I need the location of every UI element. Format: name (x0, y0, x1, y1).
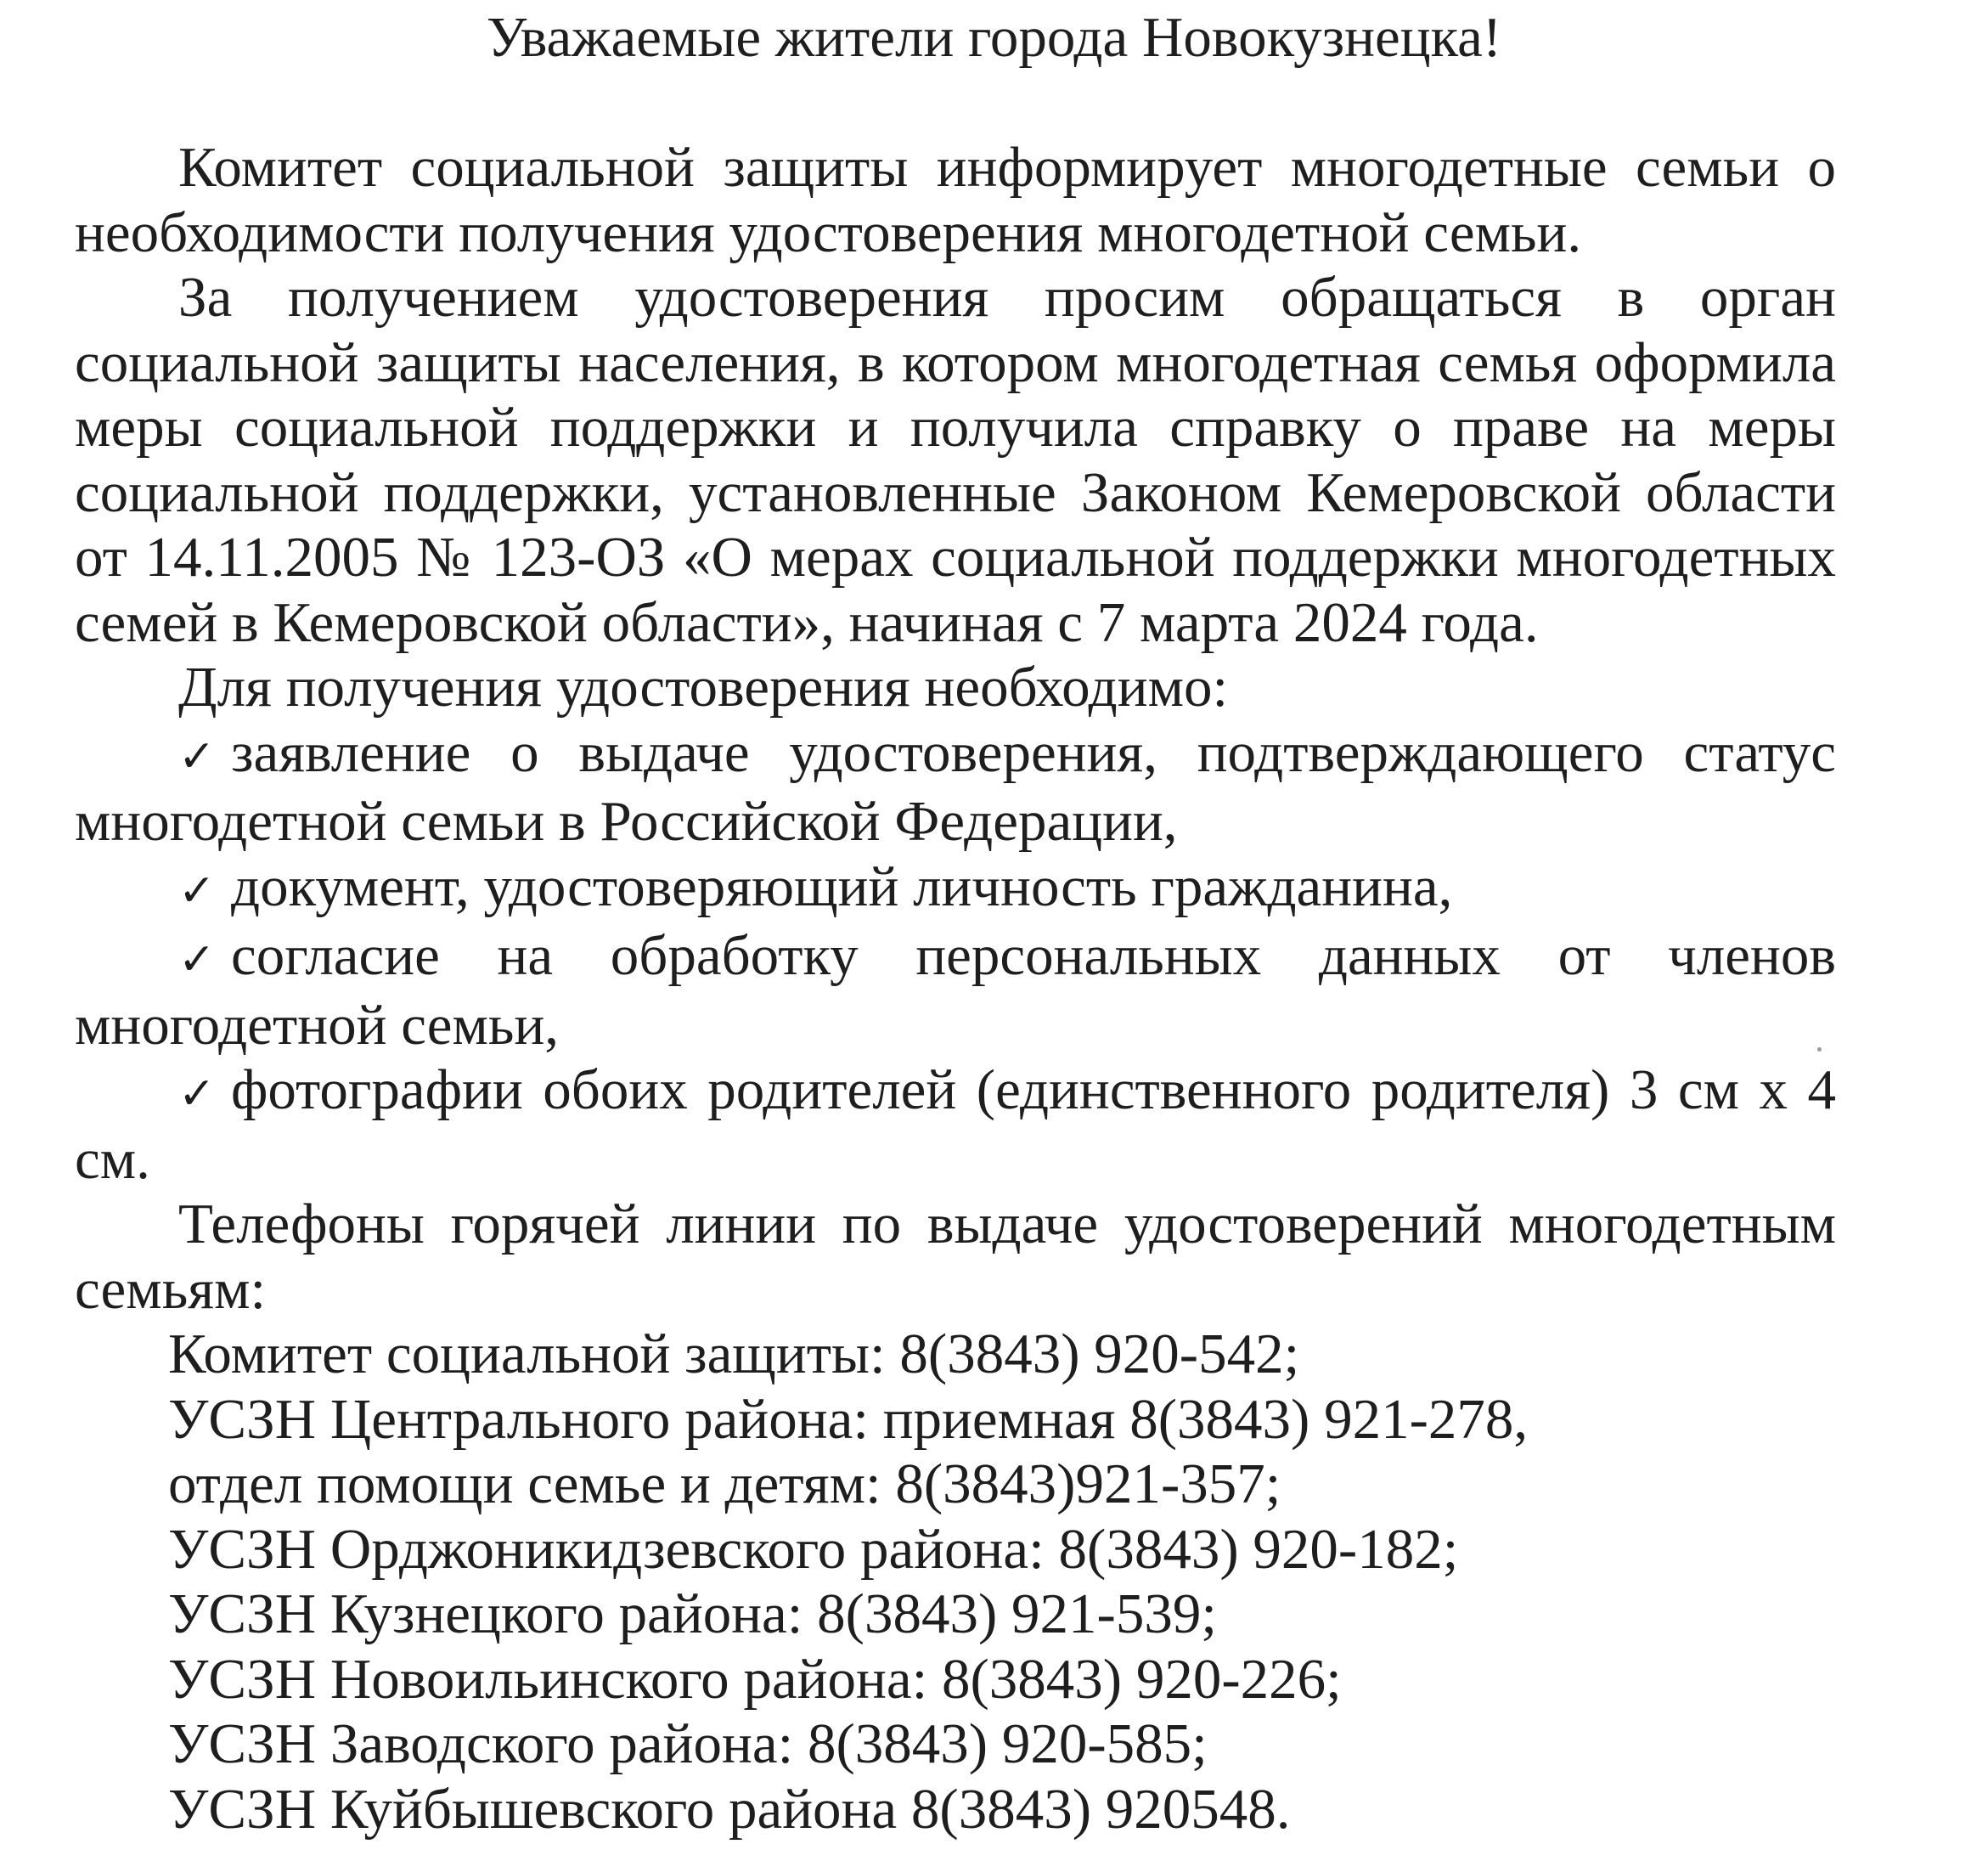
contact-line: УСЗН Куйбышевского района 8(3843) 920548. (168, 1777, 1291, 1841)
document-title: Уважаемые жители города Новокузнецка! (486, 6, 1502, 69)
requirement-item (75, 1057, 1836, 1192)
check-mark-icon: ✓ (178, 730, 216, 782)
check-mark-icon: ✓ (178, 934, 216, 985)
check-mark-icon: ✓ (178, 1069, 216, 1119)
where-to-apply-paragraph: За получением удостоверения просим обращаться в орган социальной защиты населения, в котором многодетная семья оформила меры социальной поддержки и получила справку о праве на меры социальной поддержки, установленные Законом Кемеровской области от 14.11.2005 № 123-ОЗ «О мерах социальной поддержки многодетных семей в Кемеровской области», начиная с 7 марта 2024 года. (75, 266, 1836, 654)
scan-speck (1817, 1047, 1822, 1052)
requirement-item (75, 923, 1836, 1057)
document-body (75, 135, 1836, 1841)
requirement-text: документ, удостоверяющий личность гражданина, (231, 854, 1453, 918)
contact-line: УСЗН Кузнецкого района: 8(3843) 921-539; (168, 1582, 1217, 1645)
contact-line: УСЗН Орджоникидзевского района: 8(3843) 920-182; (168, 1517, 1459, 1581)
intro-paragraph: Комитет социальной защиты информирует многодетные семьи о необходимости получения удостоверения многодетной семьи. (75, 136, 1836, 264)
contact-line: отдел помощи семье и детям: 8(3843)921-357; (168, 1452, 1281, 1515)
requirement-item (75, 720, 1836, 854)
contact-line: УСЗН Новоильинского района: 8(3843) 920-226; (168, 1647, 1342, 1711)
contact-line: УСЗН Центрального района: приемная 8(3843) 921-278, (168, 1387, 1529, 1451)
check-mark-icon: ✓ (178, 865, 216, 916)
requirement-text: заявление о выдаче удостоверения, подтверждающего статус многодетной семьи в Российской Федерации, (75, 720, 1836, 853)
contact-line: Комитет социальной защиты: 8(3843) 920-542; (168, 1322, 1300, 1385)
requirements-heading: Для получения удостоверения необходимо: (178, 656, 1229, 719)
hotline-contacts-list (75, 1322, 1836, 1841)
requirement-text: фотографии обоих родителей (единственного родителя) 3 см х 4 см. (75, 1058, 1836, 1191)
hotline-heading: Телефоны горячей линии по выдаче удостоверений многодетным семьям: (75, 1193, 1836, 1321)
requirement-text: согласие на обработку персональных данных от членов многодетной семьи, (75, 924, 1836, 1057)
requirement-item (75, 854, 1836, 924)
contact-line: УСЗН Заводского района: 8(3843) 920-585; (168, 1712, 1208, 1775)
